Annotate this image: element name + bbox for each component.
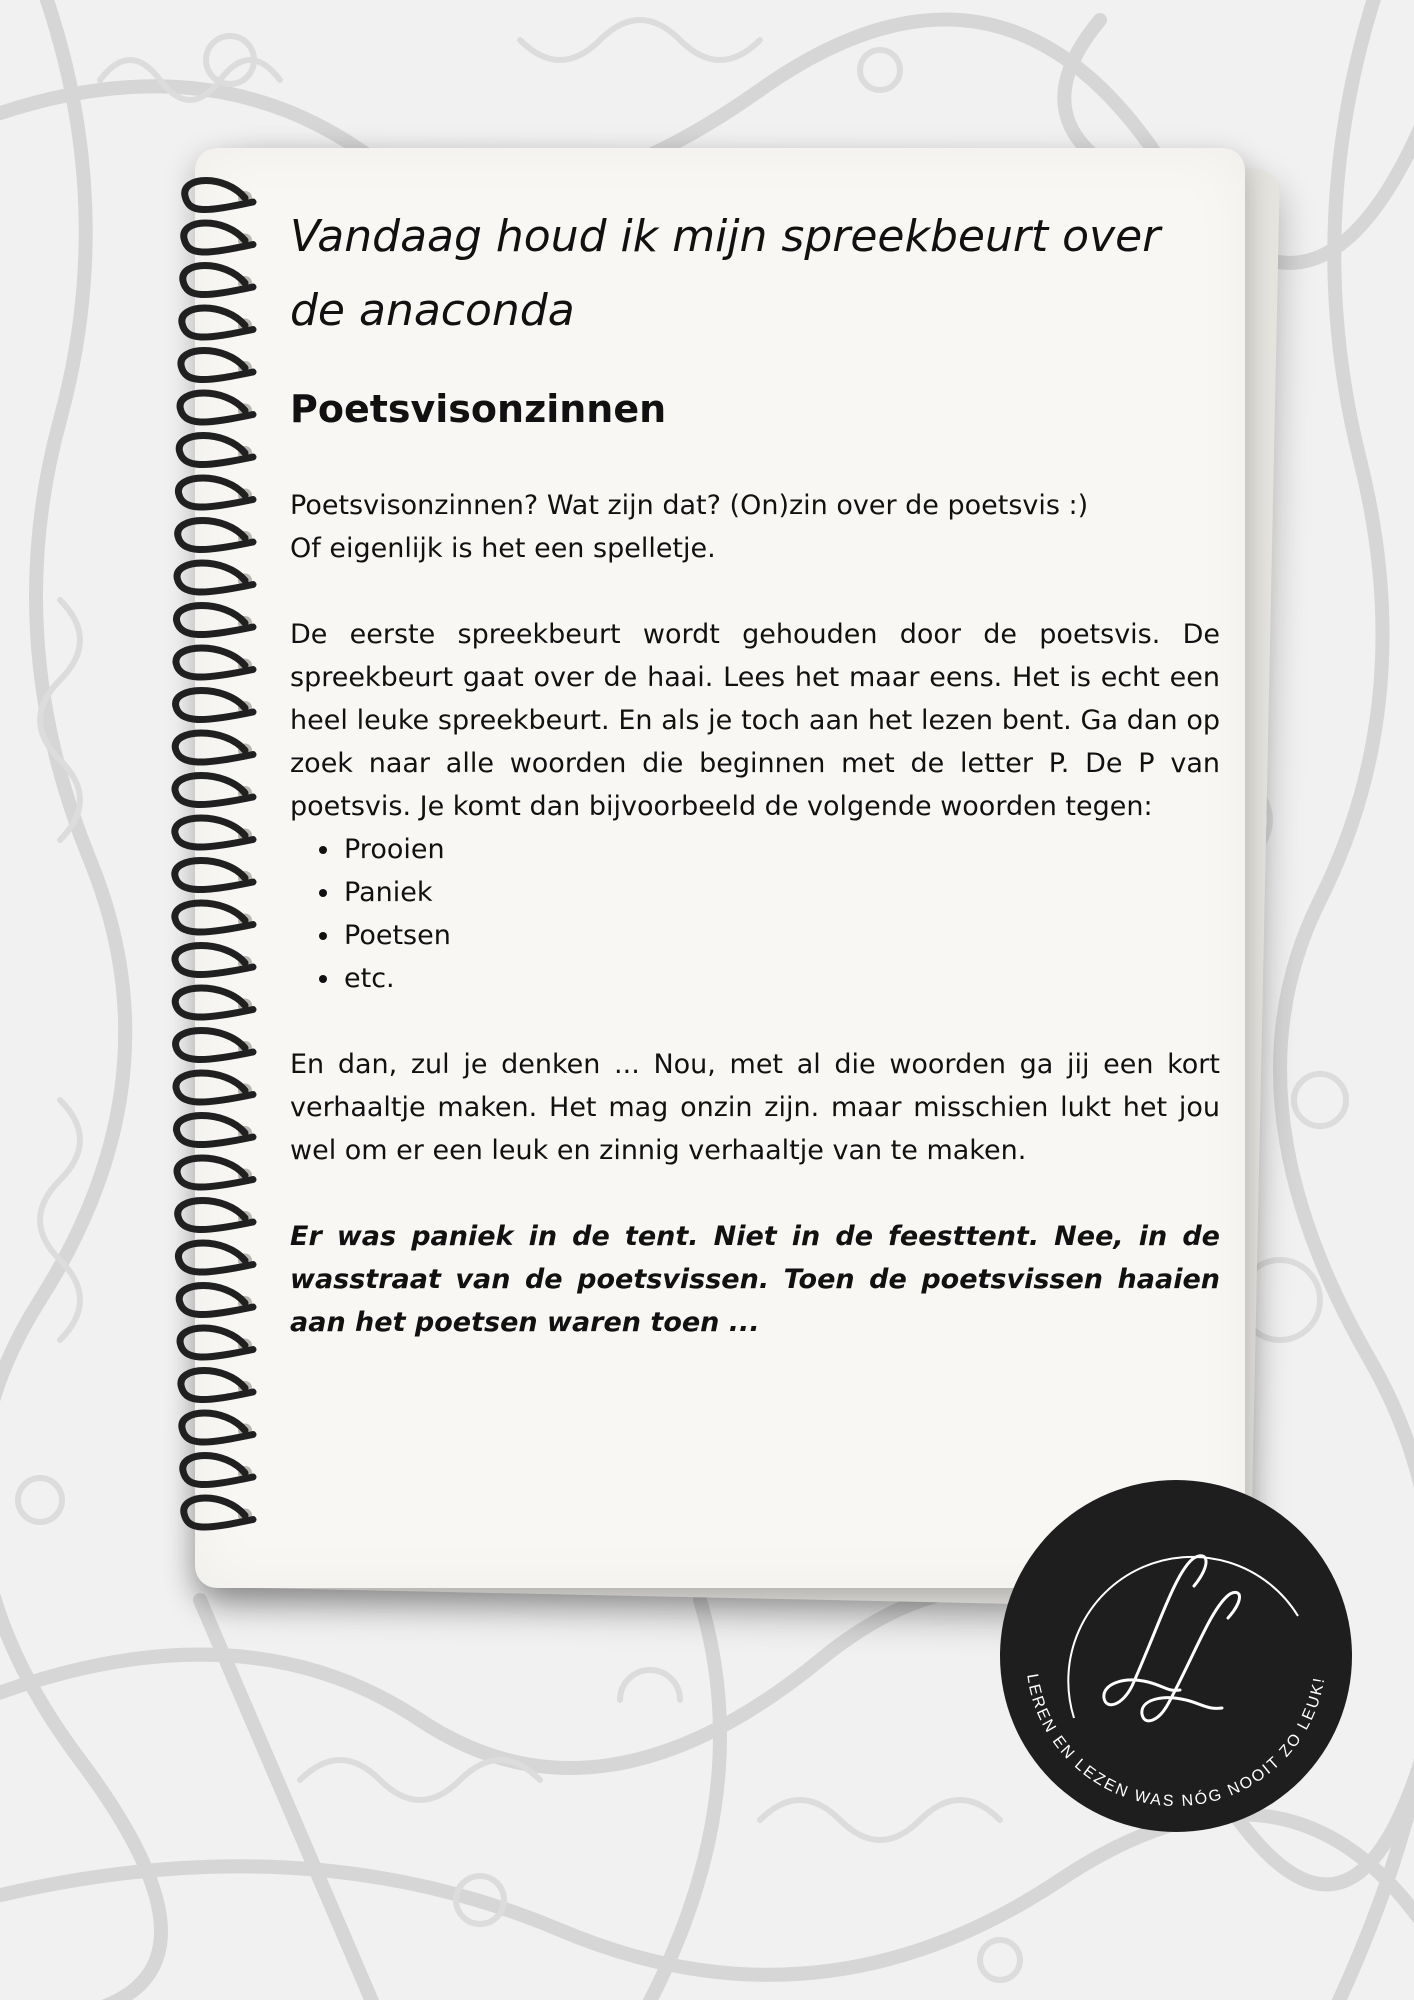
intro-text	[290, 484, 1220, 570]
spiral-ring	[184, 223, 253, 252]
spiral-ring	[182, 1413, 253, 1442]
spiral-ring	[178, 1243, 253, 1272]
spiral-ring	[176, 1116, 253, 1145]
example-word-list	[290, 828, 1220, 1000]
spiral-ring	[178, 521, 253, 550]
spiral-ring	[180, 393, 253, 422]
intro-line-2: Of eigenlijk is het een spelletje.	[290, 533, 716, 564]
page-content	[290, 200, 1220, 1344]
spiral-binding	[95, 148, 265, 1608]
spiral-ring	[175, 776, 253, 805]
spiral-ring	[175, 946, 253, 975]
spiral-ring	[183, 266, 253, 295]
spiral-ring	[176, 1073, 253, 1102]
spiral-ring	[178, 478, 253, 507]
document-title: Vandaag houd ik mijn spreekbeurt over de anaconda	[290, 211, 1161, 336]
example-story: Er was paniek in de tent. Niet in de feesttent. Nee, in de wasstraat van de poetsvissen. Toen de poetsvissen haaien aan het poetsen waren toen ...	[290, 1221, 1220, 1338]
list-item: • Prooien	[342, 828, 1220, 871]
spiral-ring	[179, 1286, 253, 1315]
explanation-paragraph: De eerste spreekbeurt wordt gehouden door de poetsvis. De spreekbeurt gaat over de haai. Lees het maar eens. Het is echt een heel leuke spreekbeurt. En als je toch aan het lezen bent. Ga dan op zoek naar alle woorden die beginnen met de letter P. De P van poetsvis. Je komt dan bijvoorbeeld de volgende woorden tegen:	[290, 619, 1220, 822]
spiral-ring	[184, 1498, 253, 1527]
spiral-ring	[185, 181, 253, 210]
spiral-ring	[176, 691, 253, 720]
spiral-ring	[178, 1201, 253, 1230]
logo-circle	[1000, 1480, 1352, 1832]
section-heading: Poetsvisonzinnen	[290, 387, 667, 431]
brand-logo-badge	[998, 1478, 1354, 1834]
spiral-ring	[176, 1031, 253, 1060]
spiral-ring	[175, 861, 253, 890]
spiral-ring	[183, 1456, 253, 1485]
spiral-ring	[176, 606, 253, 635]
spiral-ring	[177, 1158, 253, 1187]
spiral-ring	[175, 818, 253, 847]
spiral-ring	[180, 1328, 253, 1357]
intro-line-1: Poetsvisonzinnen? Wat zijn dat? (On)zin over de poetsvis :)	[290, 490, 1089, 521]
spiral-ring	[177, 563, 253, 592]
spiral-ring	[179, 436, 253, 465]
list-item: • etc.	[342, 957, 1220, 1000]
list-item: • Paniek	[342, 871, 1220, 914]
instruction-paragraph: En dan, zul je denken ... Nou, met al die woorden ga jij een kort verhaaltje maken. Het mag onzin zijn. maar misschien lukt het jou wel om er een leuk en zinnig verhaaltje van te maken.	[290, 1049, 1220, 1166]
spiral-ring	[176, 648, 253, 677]
spiral-ring	[181, 1371, 253, 1400]
logo-slogan: LEREN EN LEZEN WAS NÓG NOOIT ZO LEUK!	[1023, 1672, 1329, 1811]
list-item: • Poetsen	[342, 914, 1220, 957]
spiral-ring	[175, 988, 253, 1017]
spiral-ring	[181, 351, 253, 380]
spiral-ring	[175, 903, 253, 932]
spiral-ring	[175, 733, 253, 762]
spiral-ring	[182, 308, 253, 337]
